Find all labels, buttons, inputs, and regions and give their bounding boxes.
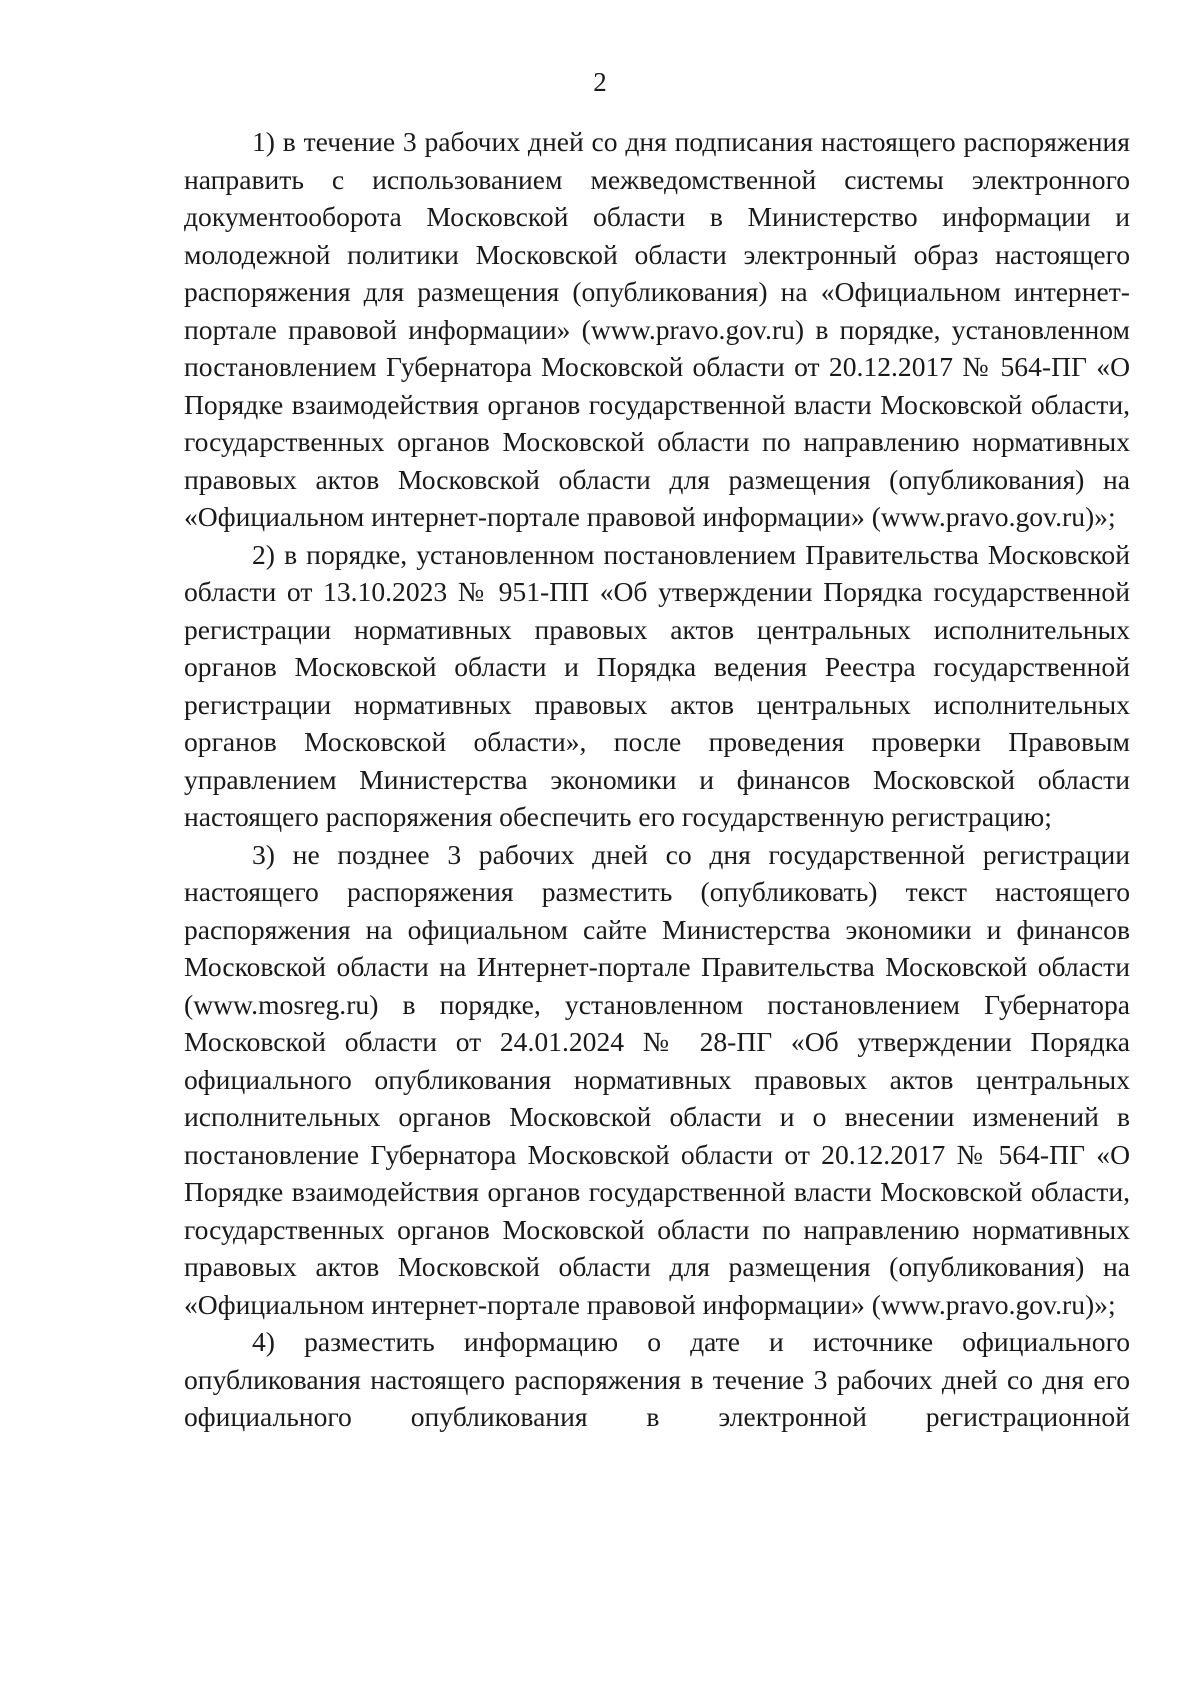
paragraph-item-4: 4) разместить информацию о дате и источнике официального опубликования настоящего распоряжения в течение 3 рабочих дней со дня его официального опубликования в электронной регистрационной <box>184 1326 1130 1432</box>
document-body <box>184 123 1130 1436</box>
paragraph-item-3: 3) не позднее 3 рабочих дней со дня государственной регистрации настоящего распоряжения разместить (опубликовать) текст настоящего распоряжения на официальном сайте Министерства экономики и финансов Московской области на Интернет-портале Правительства Московской области (www.mosreg.ru) в порядке, установленном постановлением Губернатора Московской области от 24.01.2024 № 28-ПГ «Об утверждении Порядка официального опубликования нормативных правовых актов центральных исполнительных органов Московской области и о внесении изменений в постановление Губернатора Московской области от 20.12.2017 № 564-ПГ «О Порядке взаимодействия органов государственной власти Московской области, государственных органов Московской области по направлению нормативных правовых актов Московской области для размещения (опубликования) на «Официальном интернет-портале правовой информации» (www.pravo.gov.ru)»; <box>184 838 1130 1320</box>
paragraph-item-1: 1) в течение 3 рабочих дней со дня подписания настоящего распоряжения направить с использованием межведомственной системы электронного документооборота Московской области в Министерство информации и молодежной политики Московской области электронный образ настоящего распоряжения для размещения (опубликования) на «Официальном интернет-портале правовой информации» (www.pravo.gov.ru) в порядке, установленном постановлением Губернатора Московской области от 20.12.2017 № 564-ПГ «О Порядке взаимодействия органов государственной власти Московской области, государственных органов Московской области по направлению нормативных правовых актов Московской области для размещения (опубликования) на «Официальном интернет-портале правовой информации» (www.pravo.gov.ru)»; <box>184 126 1130 532</box>
page-number: 2 <box>593 67 607 97</box>
paragraph-item-2: 2) в порядке, установленном постановлением Правительства Московской области от 13.10.2023 № 951-ПП «Об утверждении Порядка государственной регистрации нормативных правовых актов центральных исполнительных органов Московской области и Порядка ведения Реестра государственной регистрации нормативных правовых актов центральных исполнительных органов Московской области», после проведения проверки Правовым управлением Министерства экономики и финансов Московской области настоящего распоряжения обеспечить его государственную регистрацию; <box>184 538 1130 832</box>
